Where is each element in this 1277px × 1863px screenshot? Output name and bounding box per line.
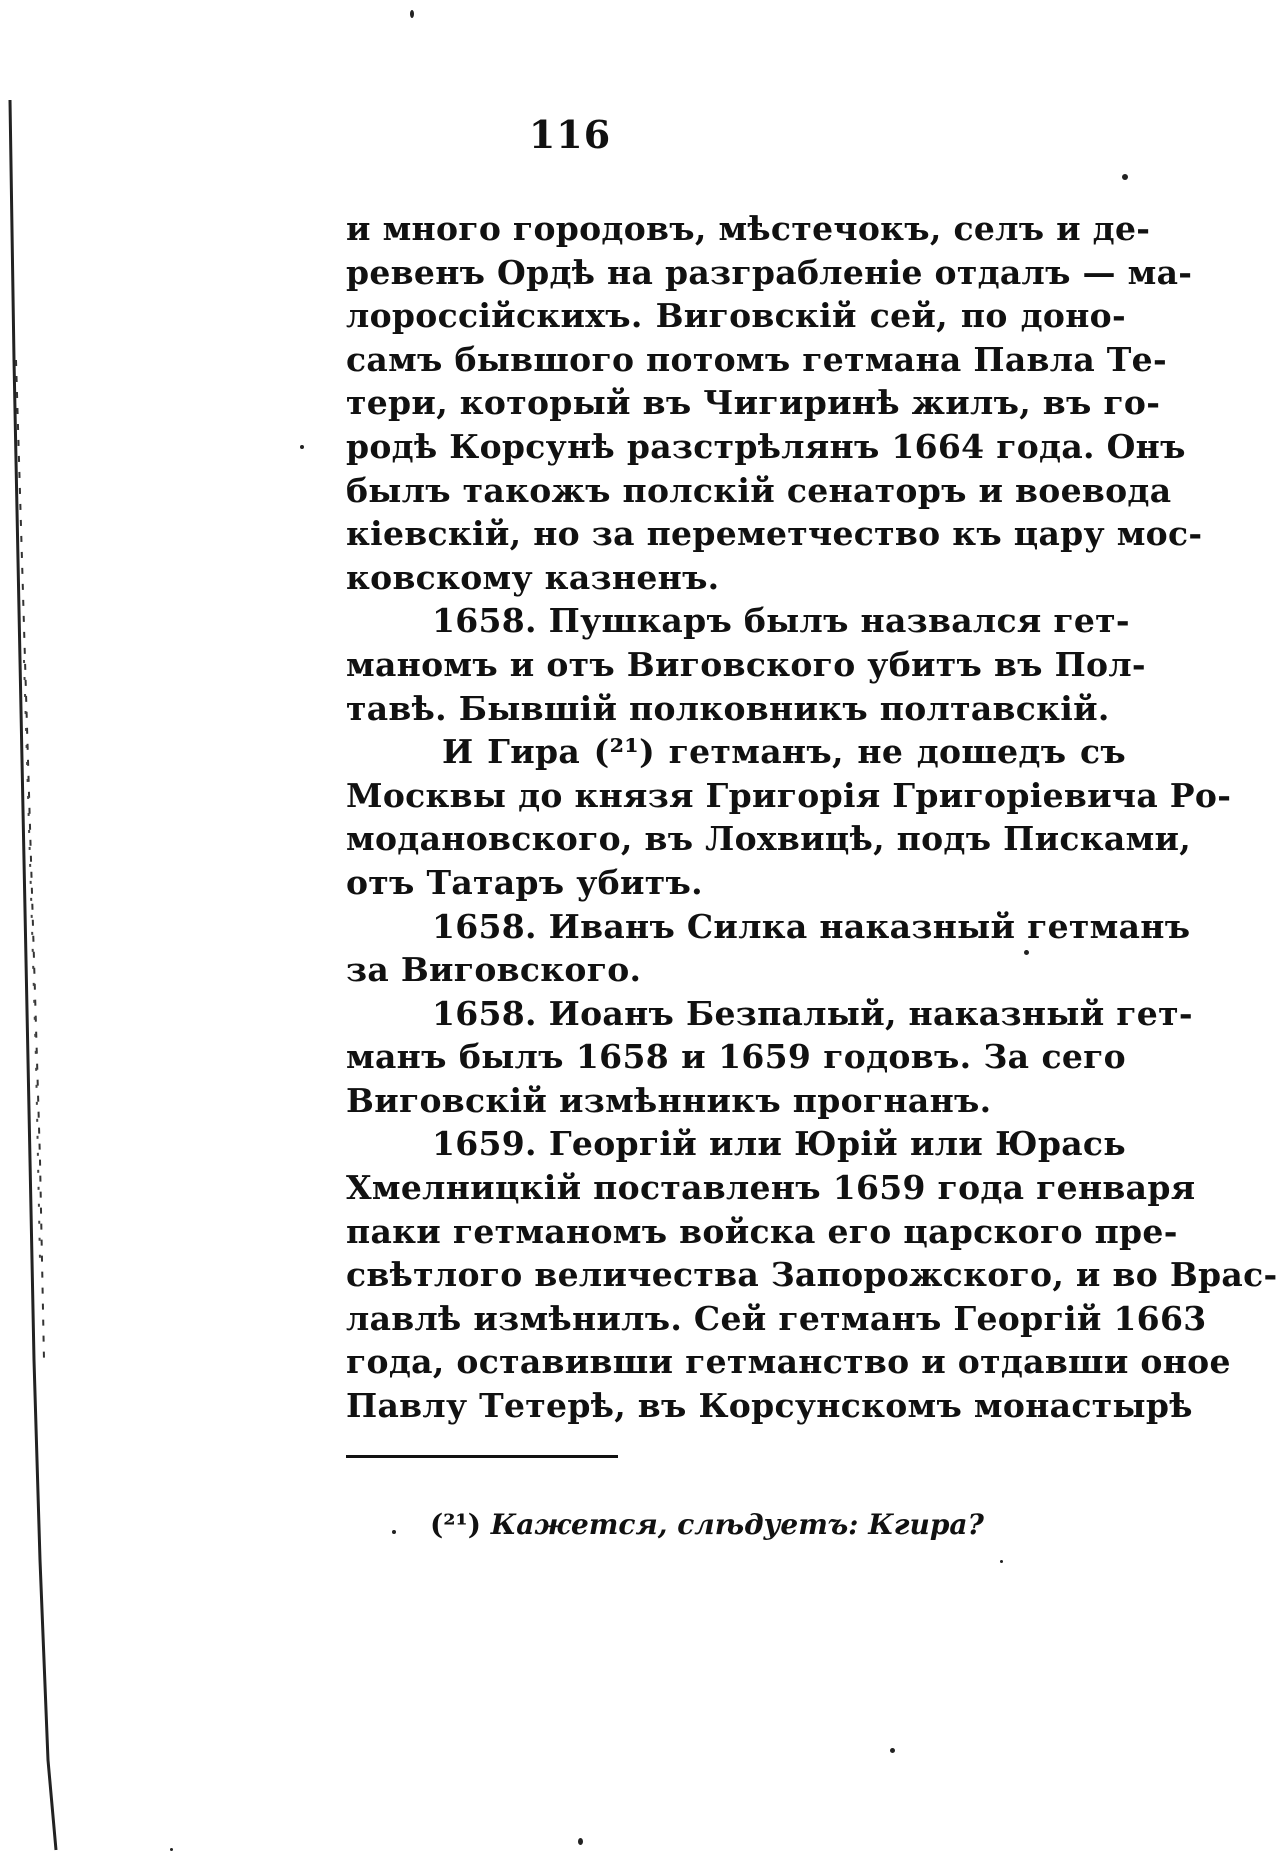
- text-line: манъ былъ 1658 и 1659 годовъ. За сего: [346, 1037, 1126, 1077]
- main-text: [346, 207, 1277, 1428]
- text-line: маномъ и отъ Виговского убитъ въ Пол-: [346, 644, 1146, 684]
- text-line: лороссійскихъ. Виговскій сей, по доно-: [346, 296, 1126, 336]
- text-line: модановского, въ Лохвицѣ, подъ Писками,: [346, 819, 1192, 859]
- binding-edge-shadow: [0, 60, 60, 1860]
- text-line: свѣтлого величества Запорожского, и во Врас-: [346, 1255, 1277, 1295]
- text-line: ковскому казненъ.: [346, 557, 720, 597]
- text-line: кіевскій, но за переметчество къ цару мос-: [346, 514, 1203, 554]
- scan-speck: [392, 1530, 396, 1534]
- scan-speck: [1122, 174, 1128, 180]
- text-line: 1658. Иванъ Силка наказный гетманъ: [432, 906, 1191, 946]
- text-line: 1658. Иоанъ Безпалый, наказный гет-: [432, 993, 1193, 1033]
- text-line: ревенъ Ордѣ на разграбленіе отдалъ — ма-: [346, 252, 1193, 292]
- text-line: за Виговского.: [346, 950, 642, 990]
- text-line: тавѣ. Бывшій полковникъ полтавскій.: [346, 688, 1110, 728]
- text-line: родѣ Корсунѣ разстрѣлянъ 1664 года. Онъ: [346, 426, 1186, 466]
- footnote-divider: [346, 1455, 618, 1458]
- text-line: лавлѣ измѣнилъ. Сей гетманъ Георгій 1663: [346, 1298, 1207, 1338]
- text-line: И Гира (²¹) гетманъ, не дошедъ съ: [442, 732, 1126, 772]
- text-line: тери, который въ Чигиринѣ жилъ, въ го-: [346, 383, 1161, 423]
- footnote: [430, 1508, 984, 1541]
- text-line: 1659. Георгій или Юрій или Юрась: [432, 1124, 1126, 1164]
- text-line: 1658. Пушкаръ былъ назвался гет-: [432, 601, 1130, 641]
- scan-speck: [890, 1748, 895, 1753]
- text-line: Павлу Тетерѣ, въ Корсунскомъ монастырѣ: [346, 1386, 1193, 1426]
- text-line: и много городовъ, мѣстечокъ, селъ и де-: [346, 209, 1151, 248]
- text-line: былъ такожъ полскій сенаторъ и воевода: [346, 470, 1172, 510]
- text-line: отъ Татаръ убитъ.: [346, 862, 703, 902]
- text-line: года, оставивши гетманство и отдавши оное: [346, 1342, 1231, 1382]
- scan-speck: [170, 1848, 173, 1851]
- text-line: Москвы до князя Григорія Григоріевича Ро-: [346, 775, 1232, 815]
- text-line: Виговскій измѣнникъ прогнанъ.: [346, 1080, 992, 1120]
- scan-speck: [578, 1838, 583, 1845]
- scan-speck: [1000, 1560, 1003, 1563]
- text-line: паки гетманомъ войска его царского пре-: [346, 1211, 1178, 1251]
- scan-speck: [300, 445, 304, 449]
- footnote-marker: (²¹): [430, 1508, 482, 1541]
- scan-speck: [1024, 950, 1029, 955]
- scan-speck: [410, 10, 414, 18]
- page-number: 116: [528, 112, 612, 157]
- footnote-text: Кажется, слѣдуетъ: Кгира?: [490, 1508, 984, 1541]
- text-line: Хмелницкій поставленъ 1659 года генваря: [346, 1168, 1196, 1208]
- text-line: самъ бывшого потомъ гетмана Павла Те-: [346, 339, 1167, 379]
